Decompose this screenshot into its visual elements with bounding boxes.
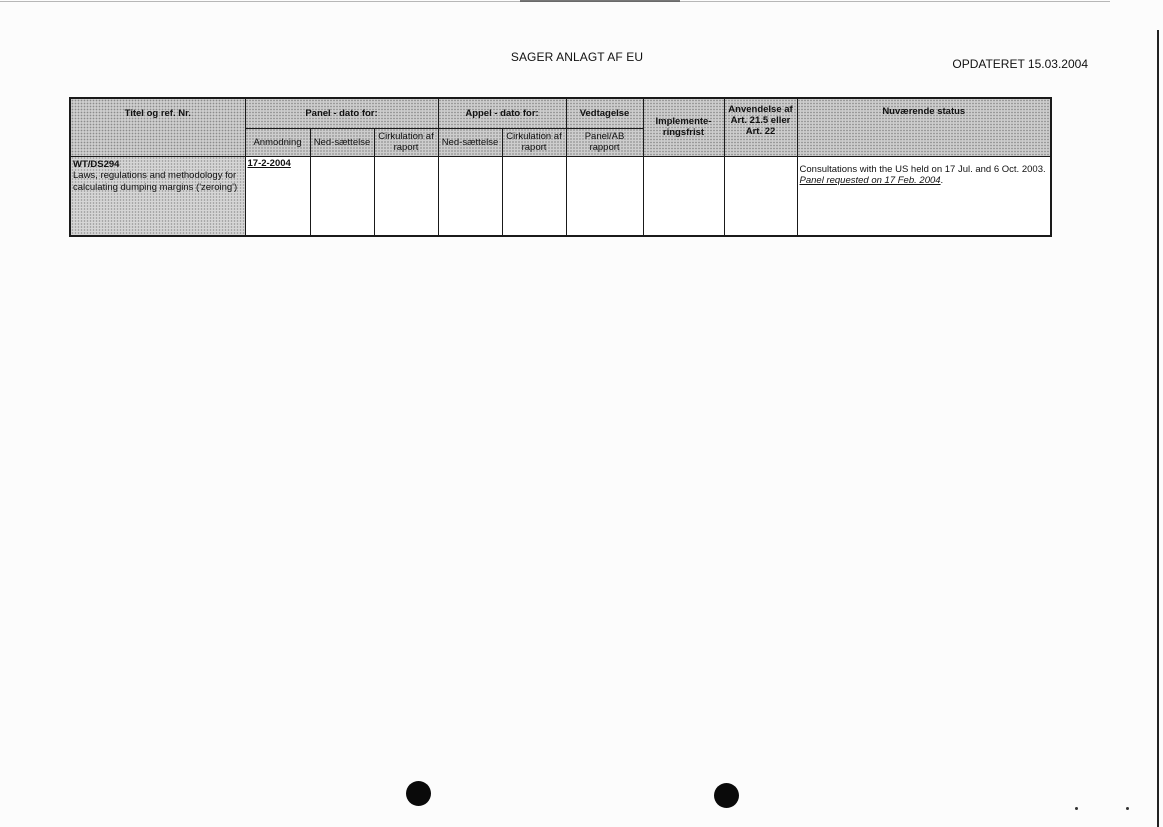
panel-anmodning-date: 17-2-2004 bbox=[247, 157, 291, 169]
status-link: Panel requested on 17 Feb. 2004 bbox=[799, 175, 941, 186]
header-appel-group: Appel - dato for: bbox=[438, 98, 566, 128]
header-row-groups bbox=[70, 98, 1051, 128]
header-vedtagelse: Vedtagelse bbox=[566, 98, 643, 128]
header-appel-cirkulation: Cirkulation af raport bbox=[502, 128, 566, 156]
anvendelse-cell bbox=[724, 156, 797, 236]
scan-edge-right bbox=[1157, 30, 1159, 827]
updated-date: OPDATERET 15.03.2004 bbox=[952, 57, 1088, 71]
status-text: Consultations with the US held on 17 Jul. and 6 Oct. 2003. bbox=[799, 163, 1046, 175]
vedtagelse-cell bbox=[566, 156, 643, 236]
status-link-suffix: . bbox=[940, 175, 944, 186]
header-implementering bbox=[643, 98, 724, 156]
document-title: SAGER ANLAGT AF EU bbox=[510, 50, 644, 64]
header-status: Nuværende status bbox=[797, 98, 1051, 156]
appel-nedsaettelse-cell bbox=[438, 156, 502, 236]
case-ref: WT/DS294 bbox=[73, 158, 120, 170]
implementering-cell bbox=[643, 156, 724, 236]
punch-hole bbox=[714, 783, 739, 808]
scan-speck bbox=[1075, 807, 1078, 810]
table-row bbox=[70, 156, 1051, 236]
cases-table bbox=[69, 97, 1052, 237]
header-appel-nedsaettelse: Ned-sættelse bbox=[438, 128, 502, 156]
header-panel-nedsaettelse: Ned-sættelse bbox=[310, 128, 374, 156]
appel-cirkulation-cell bbox=[502, 156, 566, 236]
panel-cirkulation-cell bbox=[374, 156, 438, 236]
header-vedtagelse-sub bbox=[566, 128, 643, 156]
header-panel-anmodning: Anmodning bbox=[245, 128, 310, 156]
case-title-cell bbox=[70, 156, 245, 236]
header-title-ref: Titel og ref. Nr. bbox=[70, 98, 245, 156]
panel-anmodning-cell bbox=[245, 156, 310, 236]
case-title: Laws, regulations and methodology for calculating dumping margins ('zeroing') bbox=[73, 170, 238, 193]
scan-speck bbox=[1126, 807, 1129, 810]
header-implementering-label: Implemente-ringsfrist bbox=[655, 116, 712, 139]
header-panel-group: Panel - dato for: bbox=[245, 98, 438, 128]
header-panel-cirkulation: Cirkulation af raport bbox=[374, 128, 438, 156]
scan-edge-line bbox=[520, 0, 680, 2]
header-anvendelse: Anvendelse af Art. 21.5 eller Art. 22 bbox=[724, 98, 797, 156]
status-cell bbox=[797, 156, 1051, 236]
punch-hole bbox=[406, 781, 431, 806]
panel-nedsaettelse-cell bbox=[310, 156, 374, 236]
header-vedtagelse-sub-label: Panel/AB rapport bbox=[584, 131, 625, 153]
